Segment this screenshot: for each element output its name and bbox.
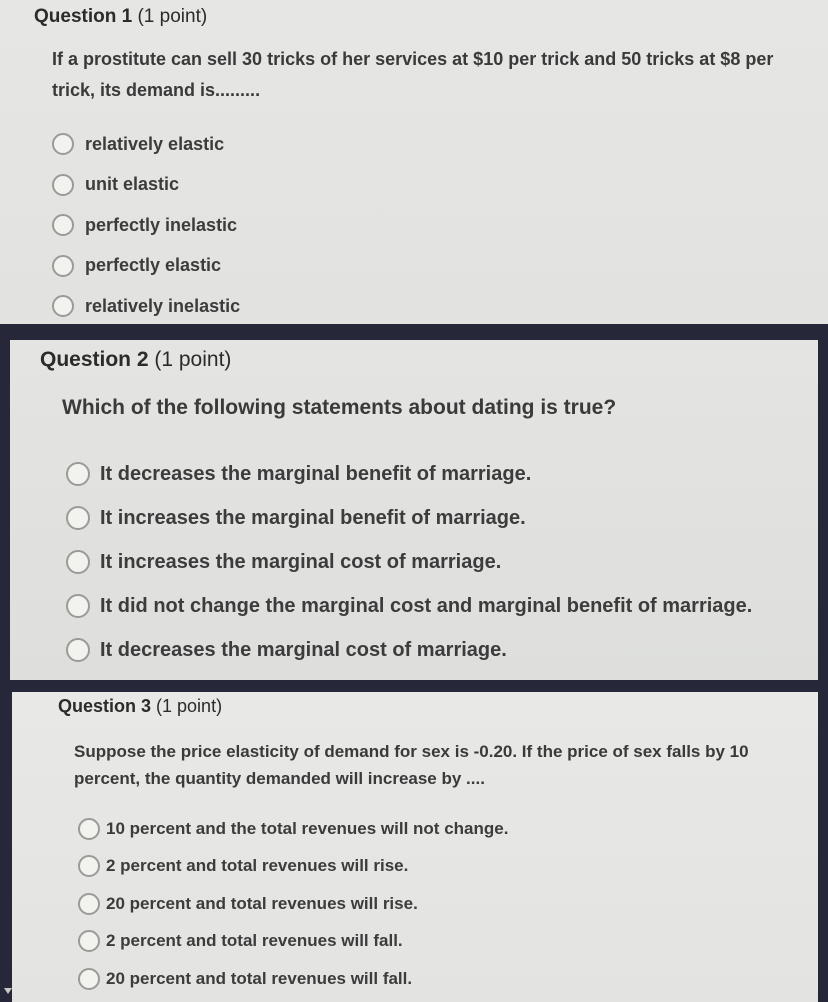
question-1-card — [0, 0, 828, 324]
radio-button-icon[interactable] — [52, 214, 74, 236]
question-2-prompt: Which of the following statements about dating is true? — [62, 396, 617, 419]
question-2-option[interactable] — [66, 496, 752, 540]
question-2-option[interactable] — [66, 540, 752, 584]
option-label: It decreases the marginal benefit of marriage. — [100, 462, 532, 485]
option-label: 10 percent and the total revenues will not change. — [106, 818, 509, 838]
radio-button-icon[interactable] — [52, 295, 74, 317]
question-3-option[interactable] — [78, 960, 508, 998]
question-1-heading: Question 1 (1 point) — [34, 6, 208, 27]
question-1-option[interactable] — [52, 124, 240, 165]
question-3-option[interactable] — [78, 885, 508, 923]
question-1-prompt: If a prostitute can sell 30 tricks of her services at $10 per trick and 50 tricks at $8 per trick, its demand is......... — [52, 49, 774, 100]
radio-button-icon[interactable] — [66, 594, 90, 618]
question-2-options — [66, 452, 752, 672]
question-3-options — [78, 810, 508, 998]
question-3-card — [12, 692, 818, 1002]
question-3-option[interactable] — [78, 848, 508, 886]
question-2-card — [10, 340, 818, 680]
option-label: It increases the marginal benefit of marriage. — [100, 506, 526, 529]
radio-button-icon[interactable] — [78, 893, 100, 915]
question-2-option[interactable] — [66, 584, 752, 628]
question-1-option[interactable] — [52, 165, 240, 206]
option-label: relatively inelastic — [85, 295, 241, 316]
question-3-option[interactable] — [78, 810, 508, 848]
question-2-option[interactable] — [66, 628, 752, 672]
option-label: 2 percent and total revenues will rise. — [106, 856, 409, 876]
option-label: 20 percent and total revenues will fall. — [106, 968, 413, 988]
radio-button-icon[interactable] — [66, 506, 90, 530]
radio-button-icon[interactable] — [78, 818, 100, 840]
option-label: unit elastic — [85, 174, 180, 195]
option-label: 20 percent and total revenues will rise. — [106, 893, 418, 913]
question-2-option[interactable] — [66, 452, 752, 496]
question-1-option[interactable] — [52, 286, 240, 324]
option-label: It increases the marginal cost of marriage. — [100, 550, 502, 573]
question-2-heading: Question 2 (1 point) — [40, 348, 232, 371]
radio-button-icon[interactable] — [78, 968, 100, 990]
option-label: It did not change the marginal cost and marginal benefit of marriage. — [100, 594, 753, 617]
radio-button-icon[interactable] — [66, 550, 90, 574]
option-label: It decreases the marginal cost of marriage. — [100, 638, 507, 661]
option-label: perfectly elastic — [85, 255, 222, 276]
radio-button-icon[interactable] — [78, 930, 100, 952]
question-3-option[interactable] — [78, 923, 508, 961]
radio-button-icon[interactable] — [52, 174, 74, 196]
option-label: 2 percent and total revenues will fall. — [106, 931, 403, 951]
radio-button-icon[interactable] — [78, 855, 100, 877]
option-label: perfectly inelastic — [85, 214, 238, 235]
question-1-options — [52, 124, 240, 324]
scroll-down-arrow-icon[interactable] — [4, 988, 12, 994]
radio-button-icon[interactable] — [52, 133, 74, 155]
question-3-heading: Question 3 (1 point) — [58, 696, 223, 716]
option-label: relatively elastic — [85, 133, 225, 154]
radio-button-icon[interactable] — [52, 255, 74, 277]
radio-button-icon[interactable] — [66, 462, 90, 486]
question-1-option[interactable] — [52, 246, 240, 287]
question-3-prompt: Suppose the price elasticity of demand for sex is -0.20. If the price of sex falls by 10 percent, the quantity demanded will increase by .... — [74, 742, 749, 788]
question-1-option[interactable] — [52, 205, 240, 246]
radio-button-icon[interactable] — [66, 638, 90, 662]
